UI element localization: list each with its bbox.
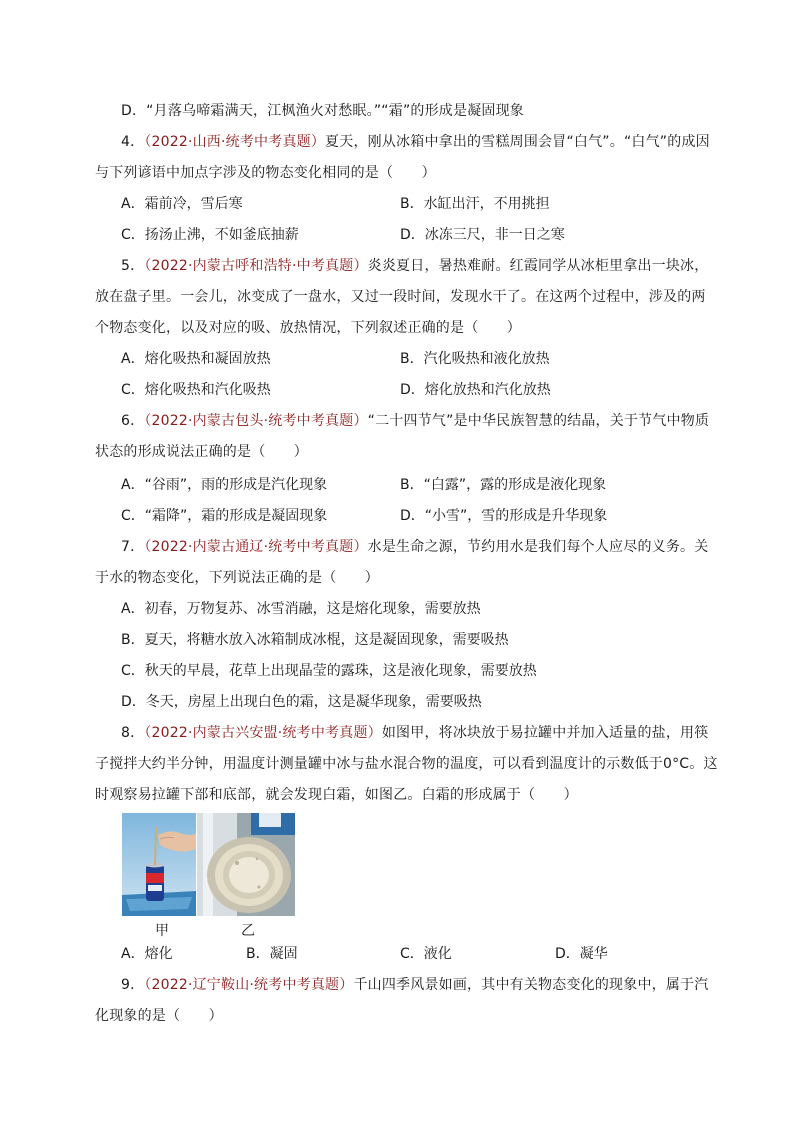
q9-source: （2022·辽宁鞍山·统考中考真题） bbox=[144, 977, 354, 993]
q5-stem-3: 个物态变化，以及对应的吸、放热情况，下列叙述正确的是（ ） bbox=[95, 320, 521, 336]
q4-option-b[interactable]: B．水缸出汗，不用挑担 bbox=[400, 196, 550, 212]
q9-number: 9． bbox=[121, 977, 145, 993]
q5-stem-1: 炎炎夏日，暑热难耐。红霞同学从冰柜里拿出一块冰， bbox=[367, 258, 709, 274]
q5-option-c[interactable]: C．熔化吸热和汽化吸热 bbox=[121, 382, 271, 398]
q4-line-1 bbox=[121, 132, 710, 152]
q6-stem-1: “二十四节气”是中华民族智慧的结晶，关于节气中物质 bbox=[367, 413, 710, 429]
q7-option-c[interactable]: C．秋天的早晨，花草上出现晶莹的露珠，这是液化现象，需要放热 bbox=[121, 663, 537, 679]
q4-stem-2: 与下列谚语中加点字涉及的物态变化相同的是（ ） bbox=[95, 165, 436, 181]
q8-number: 8． bbox=[121, 725, 145, 741]
q4-number: 4． bbox=[121, 134, 145, 150]
q8-line-1 bbox=[121, 723, 708, 743]
q8-stem-1: 如图甲，将冰块放于易拉罐中并加入适量的盐，用筷 bbox=[381, 725, 709, 741]
q9-stem-1: 千山四季风景如画，其中有关物态变化的现象中，属于汽 bbox=[353, 977, 709, 993]
figure-jia-image bbox=[122, 813, 196, 916]
q8-option-b[interactable]: B．凝固 bbox=[246, 946, 298, 962]
q7-option-b[interactable]: B．夏天，将糖水放入冰箱制成冰棍，这是凝固现象，需要吸热 bbox=[121, 632, 509, 648]
q8-stem-3: 时观察易拉罐下部和底部，就会发现白霜，如图乙。白霜的形成属于（ ） bbox=[95, 787, 578, 803]
figure-jia-caption: 甲 bbox=[155, 923, 169, 939]
q6-option-d[interactable]: D．“小雪”，雪的形成是升华现象 bbox=[400, 508, 608, 524]
q6-number: 6． bbox=[121, 413, 145, 429]
q5-option-b[interactable]: B．汽化吸热和液化放热 bbox=[400, 351, 550, 367]
q8-stem-2: 子搅拌大约半分钟，用温度计测量罐中冰与盐水混合物的温度，可以看到温度计的示数低于0°C。这 bbox=[95, 756, 718, 772]
q8-option-a[interactable]: A．熔化 bbox=[121, 946, 173, 962]
q5-line-1 bbox=[121, 256, 708, 276]
q6-option-a[interactable]: A．“谷雨”，雨的形成是汽化现象 bbox=[121, 477, 328, 493]
q6-line-1 bbox=[121, 411, 709, 431]
figure-yi-image bbox=[197, 813, 295, 916]
q8-option-d[interactable]: D．凝华 bbox=[555, 946, 608, 962]
q4-option-a[interactable]: A．霜前冷，雪后寒 bbox=[121, 196, 243, 212]
q8-option-c[interactable]: C．液化 bbox=[400, 946, 452, 962]
q7-source: （2022·内蒙古通辽·统考中考真题） bbox=[144, 539, 368, 555]
q5-source: （2022·内蒙古呼和浩特·中考真题） bbox=[144, 258, 368, 274]
q7-stem-2: 于水的物态变化，下列说法正确的是（ ） bbox=[95, 570, 379, 586]
q3-option-d: D．“月落乌啼霜满天，江枫渔火对愁眠。”“霜”的形成是凝固现象 bbox=[121, 103, 524, 119]
q5-option-d[interactable]: D．熔化放热和汽化放热 bbox=[400, 382, 551, 398]
q6-source: （2022·内蒙古包头·统考中考真题） bbox=[144, 413, 368, 429]
q7-option-a[interactable]: A．初春，万物复苏、冰雪消融，这是熔化现象，需要放热 bbox=[121, 601, 481, 617]
q5-stem-2: 放在盘子里。一会儿，冰变成了一盘水，又过一段时间，发现水干了。在这两个过程中，涉及的两 bbox=[95, 289, 706, 305]
q4-stem-1: 夏天，刚从冰箱中拿出的雪糕周围会冒“白气”。“白气”的成因 bbox=[325, 134, 710, 150]
q6-stem-2: 状态的形成说法正确的是（ ） bbox=[95, 444, 308, 460]
q7-number: 7． bbox=[121, 539, 145, 555]
q7-line-1 bbox=[121, 537, 708, 557]
q7-stem-1: 水是生命之源，节约用水是我们每个人应尽的义务。关 bbox=[367, 539, 709, 555]
q5-number: 5． bbox=[121, 258, 145, 274]
q6-option-b[interactable]: B．“白露”，露的形成是液化现象 bbox=[400, 477, 607, 493]
q8-source: （2022·内蒙古兴安盟·统考中考真题） bbox=[144, 725, 382, 741]
q5-option-a[interactable]: A．熔化吸热和凝固放热 bbox=[121, 351, 271, 367]
q9-stem-2: 化现象的是（ ） bbox=[95, 1008, 223, 1024]
figure-yi-caption: 乙 bbox=[241, 923, 255, 939]
q6-option-c[interactable]: C．“霜降”，霜的形成是凝固现象 bbox=[121, 508, 328, 524]
q4-option-d[interactable]: D．冰冻三尺，非一日之寒 bbox=[400, 227, 565, 243]
q4-source: （2022·山西·统考中考真题） bbox=[144, 134, 326, 150]
q4-option-c[interactable]: C．扬汤止沸，不如釜底抽薪 bbox=[121, 227, 299, 243]
q9-line-1 bbox=[121, 975, 708, 995]
q7-option-d[interactable]: D．冬天，房屋上出现白色的霜，这是凝华现象，需要吸热 bbox=[121, 694, 482, 710]
